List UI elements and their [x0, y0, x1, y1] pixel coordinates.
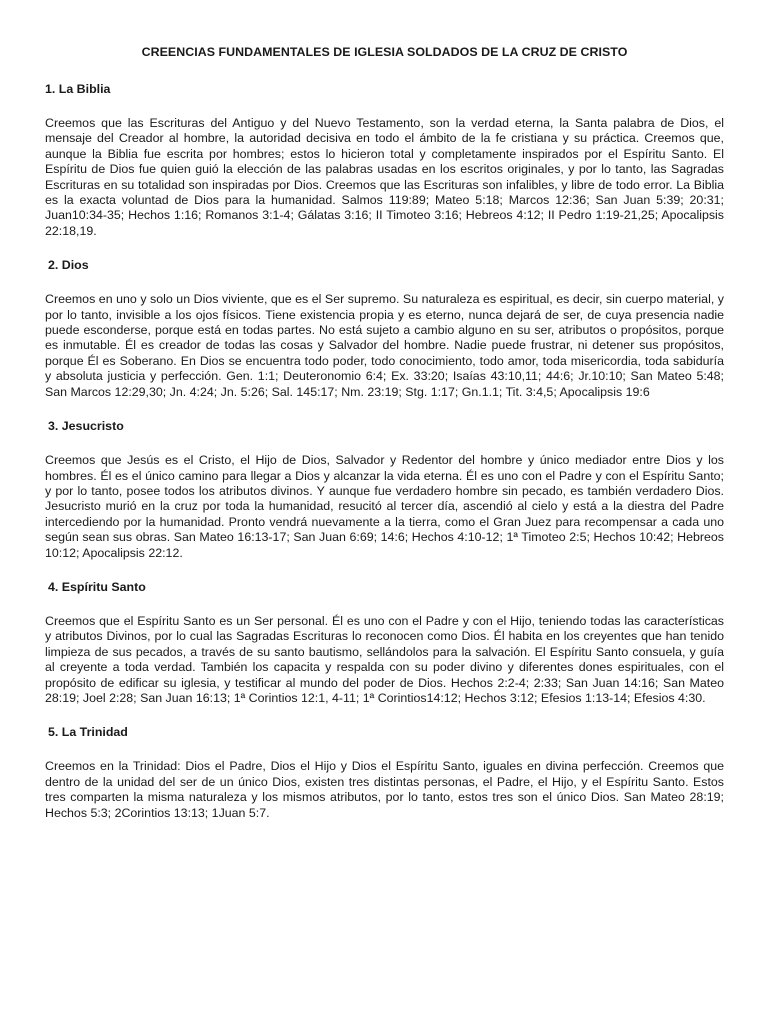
document-title: CREENCIAS FUNDAMENTALES DE IGLESIA SOLDADOS DE LA CRUZ DE CRISTO — [141, 45, 628, 59]
section-dios — [45, 257, 724, 400]
section-body: Creemos que Jesús es el Cristo, el Hijo de Dios, Salvador y Redentor del hombre y único mediador entre Dios y los hombres. Él es el único camino para llegar a Dios y alcanzar la vida eterna. Él es uno con el Padre y con el Espíritu Santo; y por lo tanto, posee todos los atributos divinos. Y aunque fue verdadero hombre sin pecado, es también verdadero Dios. Jesucristo murió en la cruz por toda la humanidad, resucitó al tercer día, ascendió al cielo y está a la diestra del Padre intercediendo por la humanidad. Pronto vendrá nuevamente a la tierra, como el Gran Juez para recompensar a cada uno según sean sus obras. San Mateo 16:13-17; San Juan 6:69; 14:6; Hechos 4:10-12; 1ª Timoteo 2:5; Hechos 10:42; Hebreos 10:12; Apocalipsis 22:12. — [45, 453, 724, 560]
section-la-biblia — [45, 81, 724, 239]
section-espiritu-santo — [45, 579, 724, 706]
section-body: Creemos en la Trinidad: Dios el Padre, Dios el Hijo y Dios el Espíritu Santo, iguales en divina perfección. Creemos que dentro de la unidad del ser de un único Dios, existen tres distintas personas, el Padre, el Hijo, y el Espíritu Santo. Estos tres comparten la misma naturaleza y los mismos atributos, por lo tanto, estos tres son el único Dios. San Mateo 28:19; Hechos 5:3; 2Corintios 13:13; 1Juan 5:7. — [45, 759, 724, 820]
section-jesucristo — [45, 418, 724, 561]
section-la-trinidad — [45, 724, 724, 821]
document-page — [45, 44, 724, 839]
section-body: Creemos en uno y solo un Dios viviente, que es el Ser supremo. Su naturaleza es espiritual, es decir, sin cuerpo material, y por lo tanto, invisible a los ojos físicos. Tiene existencia propia y es eterno, nunca dejará de ser, de cuya presencia nadie puede esconderse, porque está en todas partes. No está sujeto a cambio alguno en su ser, atributos o propósitos, porque es inmutable. Él es creador de todas las cosas y Salvador del hombre. Nadie puede frustrar, ni detener sus propósitos, porque Él es Soberano. En Dios se encuentra todo poder, todo conocimiento, todo amor, toda misericordia, toda sabiduría y absoluta justicia y perfección. Gen. 1:1; Deuteronomio 6:4; Ex. 33:20; Isaías 43:10,11; 44:6; Jr.10:10; San Mateo 5:48; San Marcos 12:29,30; Jn. 4:24; Jn. 5:26; Sal. 145:17; Nm. 23:19; Stg. 1:17; Gn.1.1; Tit. 3:4,5; Apocalipsis 19:6 — [45, 292, 724, 399]
section-heading: 4. Espíritu Santo — [48, 579, 146, 594]
section-body: Creemos que las Escrituras del Antiguo y del Nuevo Testamento, son la verdad eterna, la Santa palabra de Dios, el mensaje del Creador al hombre, la autoridad decisiva en todo el ámbito de la fe cristiana y su práctica. Creemos que, aunque la Biblia fue escrita por hombres; estos lo hicieron total y completamente inspirados por el Espíritu Santo. El Espíritu de Dios fue quien guió la elección de las palabras usadas en los escritos originales, y por lo tanto, las Sagradas Escrituras en su totalidad son inspiradas por Dios. Creemos que las Escrituras son infalibles, y libre de todo error. La Biblia es la exacta voluntad de Dios para la humanidad. Salmos 119:89; Mateo 5:18; Marcos 12:36; San Juan 5:39; 20:31; Juan10:34-35; Hechos 1:16; Romanos 3:1-4; Gálatas 3:16; II Timoteo 3:16; Hebreos 4:12; II Pedro 1:19-21,25; Apocalipsis 22:18,19. — [45, 116, 724, 238]
section-heading: 1. La Biblia — [45, 82, 111, 96]
section-heading: 5. La Trinidad — [48, 725, 128, 740]
section-heading: 2. Dios — [48, 258, 89, 273]
section-body: Creemos que el Espíritu Santo es un Ser personal. Él es uno con el Padre y con el Hijo, teniendo todas las características y atributos Divinos, por lo cual las Sagradas Escrituras lo reconocen como Dios. Él habita en los creyentes que han tenido limpieza de sus pecados, a través de su santo bautismo, sellándolos para la salvación. El Espíritu Santo consuela, y guía al creyente a toda verdad. También los capacita y respalda con su poder divino y diferentes dones espirituales, con el propósito de edificar su iglesia, y testificar al mundo del poder de Dios. Hechos 2:2-4; 2:33; San Juan 14:16; San Mateo 28:19; Joel 2:28; San Juan 16:13; 1ª Corintios 12:1, 4-11; 1ª Corintios14:12; Hechos 3:12; Efesios 1:13-14; Efesios 4:30. — [45, 613, 724, 705]
section-heading: 3. Jesucristo — [48, 419, 124, 434]
